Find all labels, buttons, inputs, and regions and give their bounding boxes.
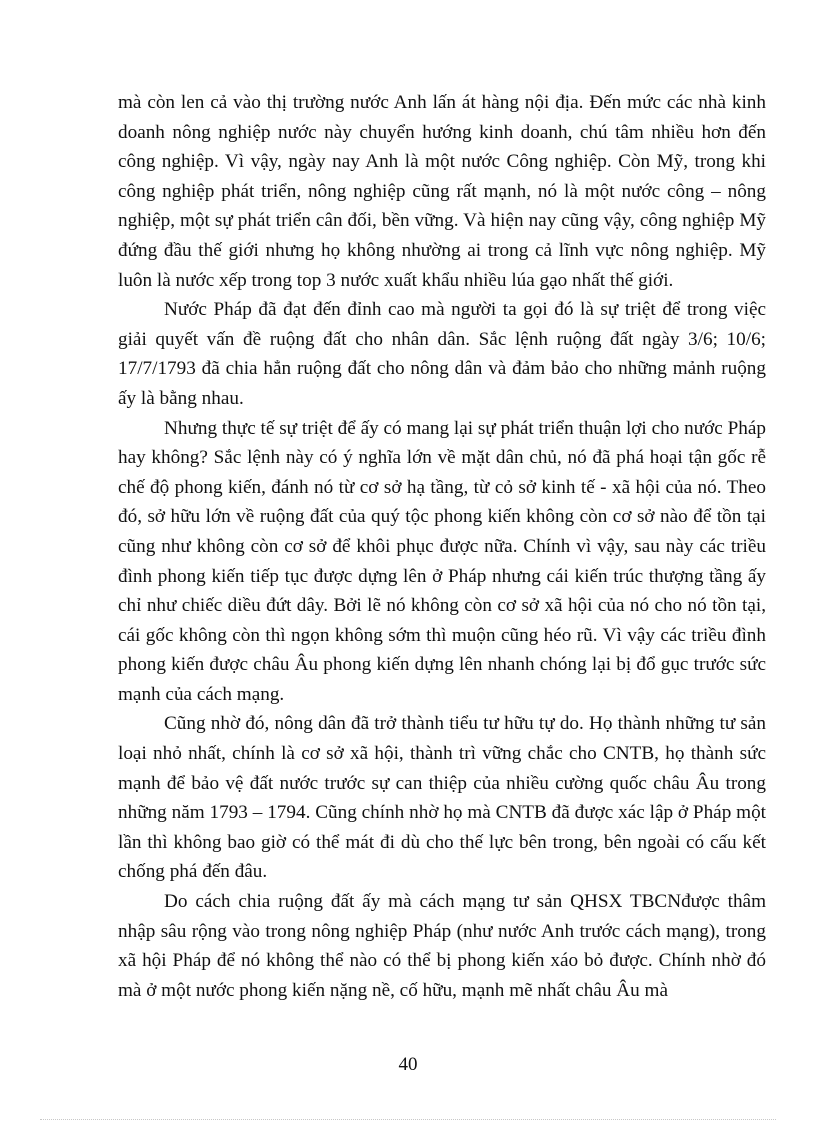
paragraph-2: Nước Pháp đã đạt đến đỉnh cao mà người ta gọi đó là sự triệt để trong việc giải quyết vấn đề ruộng đất cho nhân dân. Sắc lệnh ruộng đất ngày 3/6; 10/6; 17/7/1793 đã chia hẳn ruộng đất cho nông dân và đảm bảo cho những mảnh ruộng ấy là bằng nhau. (118, 299, 766, 409)
page-bottom-divider (40, 1119, 776, 1120)
paragraph-4: Cũng nhờ đó, nông dân đã trở thành tiểu tư hữu tự do. Họ thành những tư sản loại nhỏ nhất, chính là cơ sở xã hội, thành trì vững chắc cho CNTB, họ thành sức mạnh để bảo vệ đất nước trước sự can thiệp của nhiều cường quốc châu Âu trong những năm 1793 – 1794. Cũng chính nhờ họ mà CNTB đã được xác lập ở Pháp một lần thì không bao giờ có thể mát đi dù cho thế lực bên trong, bên ngoài có cấu kết chống phá đến đâu. (118, 713, 766, 883)
paragraph-3: Nhưng thực tế sự triệt để ấy có mang lại sự phát triển thuận lợi cho nước Pháp hay không? Sắc lệnh này có ý nghĩa lớn về mặt dân chủ, nó đã phá hoại tận gốc rễ chế độ phong kiến, đánh nó từ cơ sở hạ tầng, từ cỏ sở kinh tế - xã hội của nó. Theo đó, sở hữu lớn về ruộng đất của quý tộc phong kiến không còn cơ sở nào để tồn tại cũng như không còn cơ sở để khôi phục được nữa. Chính vì vậy, sau này các triều đình phong kiến tiếp tục được dựng lên ở Pháp nhưng cái kiến trúc thượng tầng ấy chỉ như chiếc diều đứt dây. Bởi lẽ nó không còn cơ sở xã hội của nó cho nó tồn tại, cái gốc không còn thì ngọn không sớm thì muộn cũng héo rũ. Vì vậy các triều đình phong kiến được châu Âu phong kiến dựng lên nhanh chóng lại bị đổ gục trước sức mạnh của cách mạng. (118, 417, 766, 705)
page-number: 40 (398, 1054, 418, 1075)
body-text (118, 88, 766, 1005)
paragraph-5: Do cách chia ruộng đất ấy mà cách mạng tư sản QHSX TBCNđược thâm nhập sâu rộng vào trong nông nghiệp Pháp (như nước Anh trước cách mạng), trong xã hội Pháp để nó không thể nào có thể bị phong kiến xáo bỏ được. Chính nhờ đó mà ở một nước phong kiến nặng nề, cố hữu, mạnh mẽ nhất châu Âu mà (118, 891, 766, 1001)
paragraph-1: mà còn len cả vào thị trường nước Anh lấn át hàng nội địa. Đến mức các nhà kinh doanh nông nghiệp nước này chuyển hướng kinh doanh, chú tâm nhiều hơn đến công nghiệp. Vì vậy, ngày nay Anh là một nước Công nghiệp. Còn Mỹ, trong khi công nghiệp phát triển, nông nghiệp cũng rất mạnh, nó là một nước công – nông nghiệp, một sự phát triển cân đối, bền vững. Và hiện nay cũng vậy, công nghiệp Mỹ đứng đầu thế giới nhưng họ không nhường ai trong cả lĩnh vực nông nghiệp. Mỹ luôn là nước xếp trong top 3 nước xuất khẩu nhiều lúa gạo nhất thế giới. (118, 92, 766, 291)
